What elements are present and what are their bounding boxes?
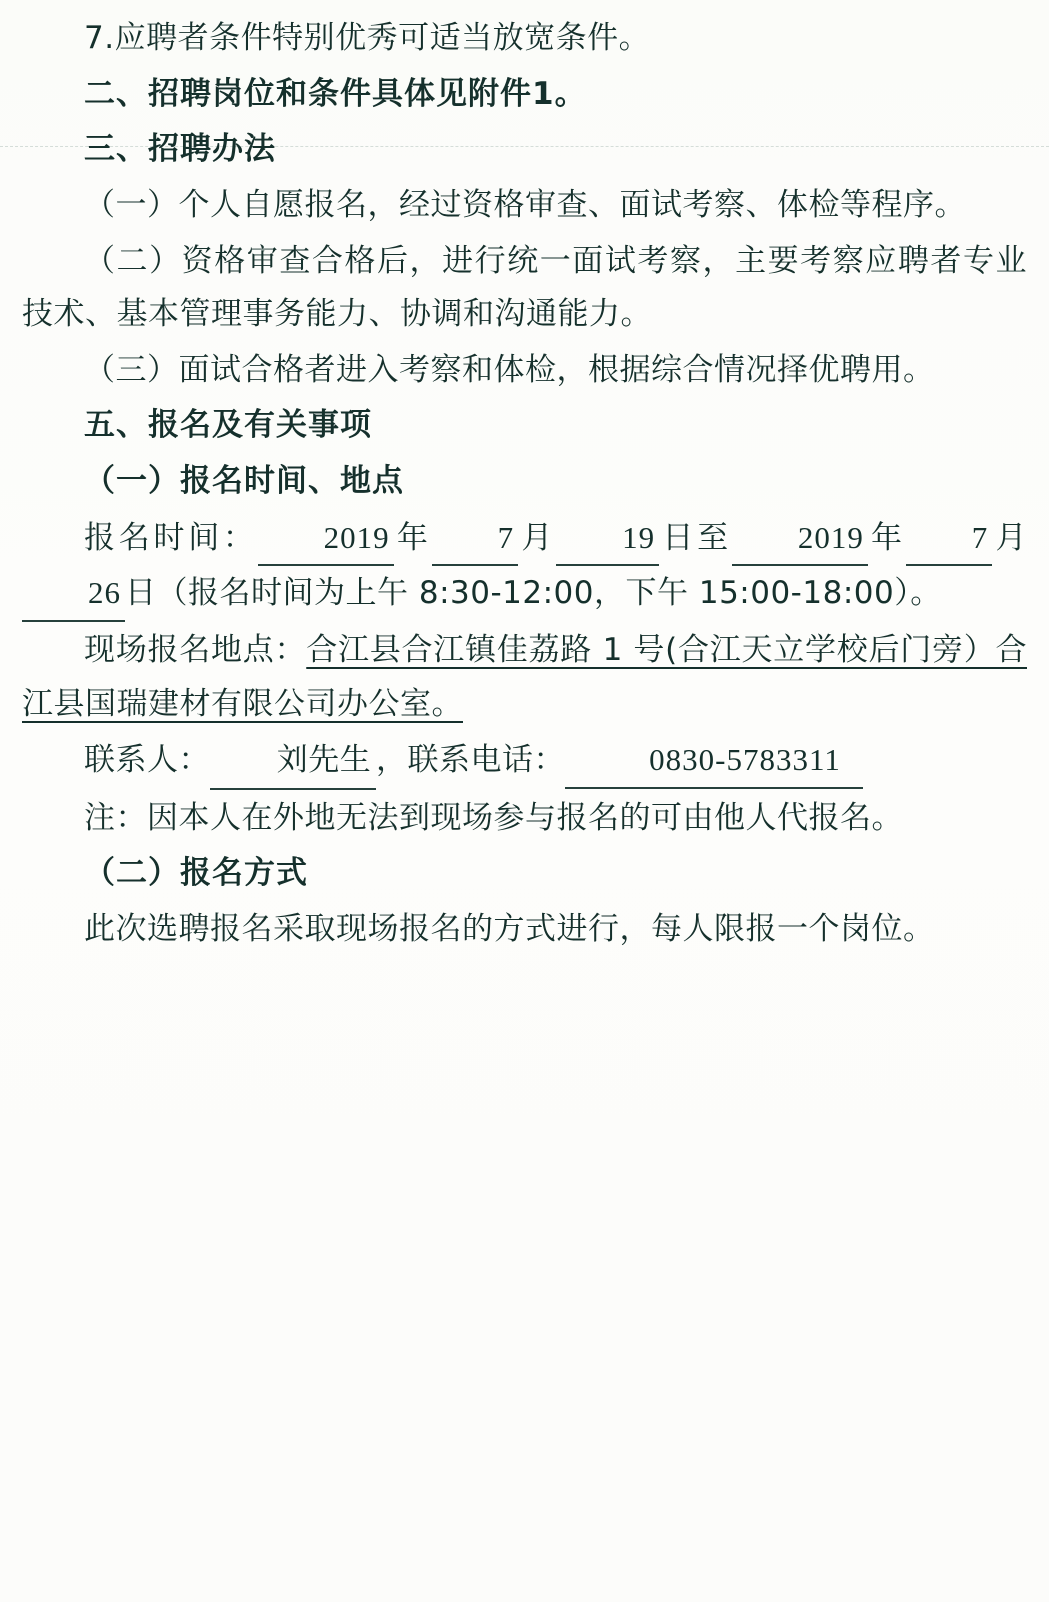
month-unit-1: 月 (518, 519, 557, 556)
registration-end-month: 7 (906, 511, 993, 567)
registration-place-label: 现场报名地点： (84, 631, 307, 668)
month-unit-2: 月 (992, 519, 1028, 556)
heading-registration-time-place: （一）报名时间、地点 (84, 463, 404, 499)
paragraph-contact (22, 733, 1027, 790)
paragraph-condition-relax: 7.应聘者条件特别优秀可适当放宽条件。 (84, 20, 651, 56)
registration-start-day: 19 (556, 511, 659, 567)
contact-phone-value: 0830-5783311 (565, 733, 863, 789)
paragraph-item-two: （二）资格审查合格后，进行统一面试考察，主要考察应聘者专业技术、基本管理事务能力、协调和沟通能力。 (22, 242, 1027, 333)
registration-end-year: 2019 (732, 511, 868, 567)
year-unit-2: 年 (867, 519, 906, 556)
contact-comma: ， (376, 742, 408, 779)
document-body (22, 12, 1027, 959)
paragraph-note: 注：因本人在外地无法到现场参与报名的可由他人代报名。 (84, 799, 903, 836)
paragraph-registration-time (22, 511, 1027, 622)
paragraph-item-one: （一）个人自愿报名，经过资格审查、面试考察、体检等程序。 (84, 186, 966, 223)
year-unit-1: 年 (393, 519, 432, 556)
registration-start-month: 7 (432, 511, 519, 567)
heading-section-three: 三、招聘办法 (84, 131, 276, 168)
heading-registration-method: （二）报名方式 (84, 855, 308, 892)
contact-person-value: 刘先生 (210, 734, 376, 790)
registration-time-tail: 日（报名时间为上午 8:30-12:00，下午 15:00-18:00）。 (125, 575, 942, 612)
heading-section-five: 五、报名及有关事项 (84, 407, 372, 444)
registration-start-year: 2019 (258, 511, 394, 567)
paragraph-registration-place (22, 624, 1027, 731)
paragraph-item-three: （三）面试合格者进入考察和体检，根据综合情况择优聘用。 (84, 351, 935, 388)
registration-time-label: 报名时间： (84, 519, 258, 556)
day-unit-1: 日至 (659, 519, 732, 556)
paragraph-registration-method: 此次选聘报名采取现场报名的方式进行，每人限报一个岗位。 (84, 911, 935, 947)
contact-person-label: 联系人： (84, 742, 210, 779)
contact-phone-label: 联系电话： (407, 742, 565, 779)
heading-section-two: 二、招聘岗位和条件具体见附件1。 (84, 75, 587, 112)
registration-place-value: 合江县合江镇佳荔路 1 号(合江天立学校后门旁）合江县国瑞建材有限公司办公室。 (22, 631, 1027, 722)
registration-end-day: 26 (22, 566, 125, 622)
